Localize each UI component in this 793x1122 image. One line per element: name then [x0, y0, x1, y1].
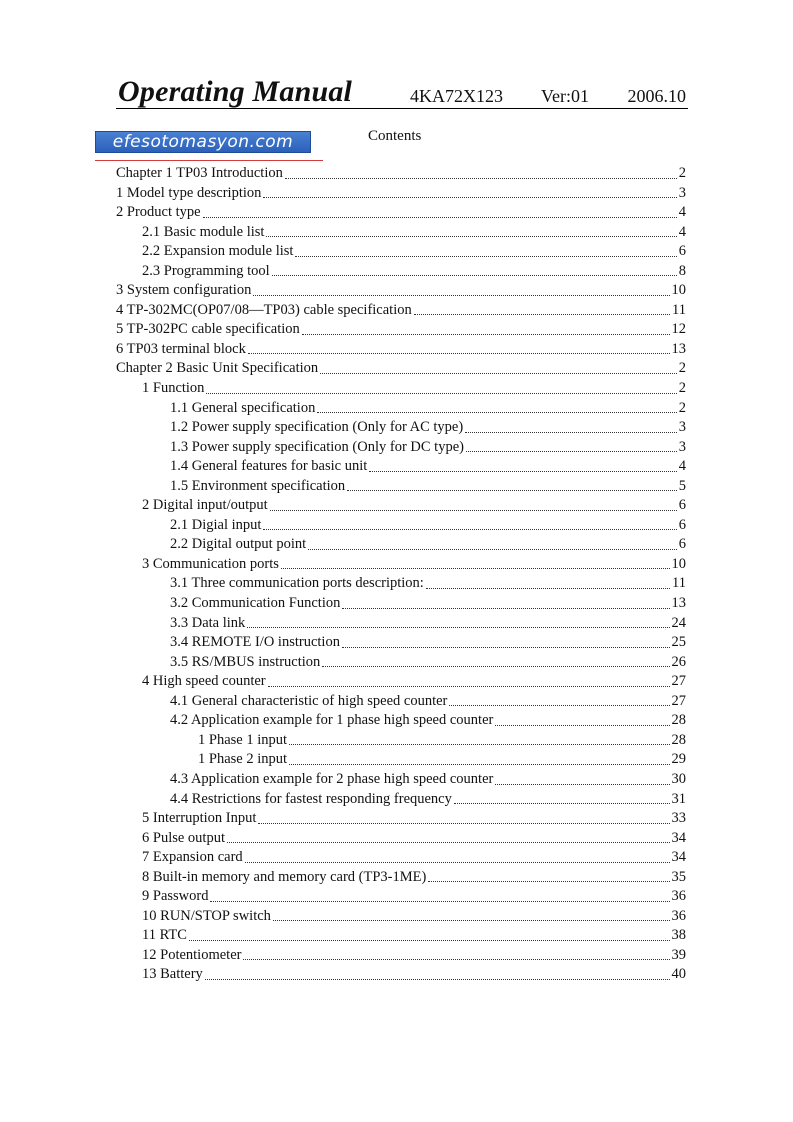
toc-entry-label: 9 Password [142, 888, 209, 905]
toc-dot-leader [247, 626, 669, 628]
toc-dot-leader [465, 431, 677, 433]
toc-entry[interactable] [116, 320, 686, 340]
toc-entry-page: 27 [671, 673, 686, 690]
toc-entry-label: 8 Built-in memory and memory card (TP3-1ME) [142, 868, 427, 885]
toc-entry[interactable] [116, 672, 686, 692]
toc-entry-page: 13 [671, 595, 686, 612]
toc-dot-leader [342, 607, 669, 609]
toc-entry-label: 1.5 Environment specification [170, 477, 346, 494]
toc-entry-page: 11 [672, 301, 686, 318]
toc-entry[interactable] [116, 965, 686, 985]
toc-entry-label: 1 Model type description [116, 184, 262, 201]
toc-entry-page: 6 [678, 536, 686, 553]
toc-entry-label: 1.3 Power supply specification (Only for DC type) [170, 438, 464, 455]
document-date: 2006.10 [627, 86, 686, 106]
toc-entry[interactable] [116, 907, 686, 927]
toc-entry-label: 1 Function [142, 380, 205, 397]
toc-entry-page: 31 [671, 790, 686, 807]
toc-entry-page: 10 [671, 282, 686, 299]
toc-dot-leader [263, 528, 676, 530]
toc-dot-leader [263, 196, 676, 198]
toc-dot-leader [426, 587, 670, 589]
toc-entry-page: 38 [671, 927, 686, 944]
toc-entry-page: 29 [671, 751, 686, 768]
toc-entry-page: 3 [678, 184, 686, 201]
toc-dot-leader [243, 958, 669, 960]
toc-dot-leader [258, 822, 669, 824]
toc-entry[interactable] [116, 516, 686, 536]
page-header [116, 76, 688, 109]
toc-entry-page: 33 [671, 810, 686, 827]
toc-entry-label: 3.5 RS/MBUS instruction [170, 653, 321, 670]
toc-entry-page: 28 [671, 712, 686, 729]
toc-entry-label: 13 Battery [142, 966, 203, 983]
toc-entry-page: 27 [671, 692, 686, 709]
toc-entry-label: 5 Interruption Input [142, 810, 257, 827]
toc-entry-label: 2.1 Basic module list [142, 223, 265, 240]
toc-entry[interactable] [116, 184, 686, 204]
toc-entry[interactable] [116, 614, 686, 634]
toc-entry[interactable] [116, 242, 686, 262]
toc-entry-label: 6 Pulse output [142, 829, 225, 846]
toc-entry[interactable] [116, 164, 686, 184]
toc-entry-label: 4.2 Application example for 1 phase high speed counter [170, 712, 494, 729]
toc-dot-leader [281, 567, 670, 569]
toc-entry-label: 4.4 Restrictions for fastest responding frequency [170, 790, 452, 807]
toc-dot-leader [253, 294, 669, 296]
toc-dot-leader [308, 548, 677, 550]
toc-dot-leader [270, 509, 677, 511]
toc-entry[interactable] [116, 731, 686, 751]
toc-entry-label: 2 Product type [116, 204, 201, 221]
toc-entry[interactable] [116, 379, 686, 399]
toc-entry-page: 30 [671, 770, 686, 787]
toc-entry[interactable] [116, 418, 686, 438]
toc-entry-page: 34 [671, 829, 686, 846]
toc-entry-label: 3.1 Three communication ports description: [170, 575, 424, 592]
toc-entry[interactable] [116, 574, 686, 594]
toc-dot-leader [203, 216, 677, 218]
toc-entry[interactable] [116, 770, 686, 790]
toc-entry[interactable] [116, 281, 686, 301]
toc-entry-page: 39 [671, 946, 686, 963]
toc-entry[interactable] [116, 203, 686, 223]
toc-dot-leader [227, 841, 670, 843]
toc-entry-page: 4 [678, 223, 686, 240]
toc-entry[interactable] [116, 535, 686, 555]
toc-dot-leader [289, 763, 669, 765]
toc-entry[interactable] [116, 301, 686, 321]
toc-entry-page: 36 [671, 888, 686, 905]
toc-entry-label: 3.2 Communication Function [170, 595, 341, 612]
toc-entry-label: 4 High speed counter [142, 673, 266, 690]
toc-dot-leader [317, 411, 676, 413]
toc-entry-page: 2 [678, 360, 686, 377]
toc-entry-label: 3 Communication ports [142, 555, 279, 572]
toc-entry-page: 35 [671, 868, 686, 885]
toc-entry-label: 1.2 Power supply specification (Only for AC type) [170, 419, 464, 436]
toc-dot-leader [347, 489, 677, 491]
toc-entry-label: 4.1 General characteristic of high speed counter [170, 692, 448, 709]
toc-entry[interactable] [116, 340, 686, 360]
toc-entry-label: 4 TP-302MC(OP07/08—TP03) cable specification [116, 301, 412, 318]
table-of-contents [116, 164, 686, 985]
toc-entry[interactable] [116, 262, 686, 282]
toc-entry-label: 4.3 Application example for 2 phase high speed counter [170, 770, 494, 787]
toc-entry-label: 3 System configuration [116, 282, 252, 299]
toc-entry-page: 34 [671, 849, 686, 866]
toc-entry[interactable] [116, 555, 686, 575]
toc-entry-page: 36 [671, 907, 686, 924]
toc-dot-leader [205, 978, 670, 980]
toc-entry[interactable] [116, 633, 686, 653]
toc-dot-leader [206, 392, 676, 394]
toc-entry-label: 7 Expansion card [142, 849, 243, 866]
toc-entry-label: Chapter 2 Basic Unit Specification [116, 360, 319, 377]
toc-entry-page: 25 [671, 634, 686, 651]
toc-dot-leader [428, 880, 669, 882]
toc-dot-leader [273, 919, 670, 921]
toc-entry-page: 8 [678, 262, 686, 279]
toc-entry-label: 3.3 Data link [170, 614, 246, 631]
toc-entry[interactable] [116, 653, 686, 673]
toc-dot-leader [369, 470, 676, 472]
toc-entry-page: 3 [678, 419, 686, 436]
toc-entry[interactable] [116, 887, 686, 907]
toc-dot-leader [210, 900, 669, 902]
toc-entry-page: 2 [678, 165, 686, 181]
toc-dot-leader [245, 861, 670, 863]
toc-entry[interactable] [116, 594, 686, 614]
toc-entry-page: 3 [678, 438, 686, 455]
toc-entry-page: 13 [671, 340, 686, 357]
toc-entry[interactable] [116, 223, 686, 243]
toc-dot-leader [454, 802, 670, 804]
document-version: Ver:01 [541, 86, 589, 106]
toc-entry[interactable] [116, 457, 686, 477]
toc-entry[interactable] [116, 868, 686, 888]
toc-entry-label: 2.2 Expansion module list [142, 243, 294, 260]
toc-dot-leader [268, 685, 670, 687]
toc-entry-page: 10 [671, 555, 686, 572]
toc-entry-page: 6 [678, 497, 686, 514]
toc-entry-label: 1 Phase 1 input [198, 731, 288, 748]
toc-entry-label: 5 TP-302PC cable specification [116, 321, 300, 338]
toc-dot-leader [322, 665, 669, 667]
toc-entry-label: 12 Potentiometer [142, 946, 242, 963]
toc-entry-label: 3.4 REMOTE I/O instruction [170, 634, 340, 651]
toc-entry[interactable] [116, 399, 686, 419]
toc-entry-page: 40 [671, 966, 686, 983]
document-code: 4KA72X123 [410, 86, 503, 106]
toc-dot-leader [266, 235, 676, 237]
toc-entry-page: 4 [678, 204, 686, 221]
toc-entry[interactable] [116, 926, 686, 946]
toc-dot-leader [189, 939, 670, 941]
toc-entry-label: 1.1 General specification [170, 399, 316, 416]
toc-entry-page: 2 [678, 399, 686, 416]
toc-entry-page: 24 [671, 614, 686, 631]
toc-dot-leader [302, 333, 670, 335]
toc-entry[interactable] [116, 946, 686, 966]
contents-heading: Contents [368, 128, 422, 144]
toc-dot-leader [414, 313, 670, 315]
toc-entry[interactable] [116, 750, 686, 770]
toc-entry-label: 2.1 Digial input [170, 516, 262, 533]
toc-entry-label: 11 RTC [142, 927, 187, 944]
toc-dot-leader [272, 274, 677, 276]
toc-entry[interactable] [116, 692, 686, 712]
toc-entry-label: 1 Phase 2 input [198, 751, 288, 768]
toc-dot-leader [320, 372, 677, 374]
toc-dot-leader [495, 783, 669, 785]
logo-underline [95, 160, 323, 161]
toc-entry-label: 2 Digital input/output [142, 497, 268, 514]
toc-entry[interactable] [116, 711, 686, 731]
toc-entry-page: 4 [678, 458, 686, 475]
toc-entry-page: 6 [678, 516, 686, 533]
toc-entry-label: 1.4 General features for basic unit [170, 458, 368, 475]
toc-entry-page: 11 [672, 575, 686, 592]
toc-entry-label: 10 RUN/STOP switch [142, 907, 271, 924]
toc-entry[interactable] [116, 496, 686, 516]
toc-entry[interactable] [116, 477, 686, 497]
toc-entry-label: 2.3 Programming tool [142, 262, 270, 279]
toc-entry-page: 12 [671, 321, 686, 338]
toc-entry[interactable] [116, 809, 686, 829]
toc-entry[interactable] [116, 848, 686, 868]
toc-entry-page: 2 [678, 380, 686, 397]
toc-entry[interactable] [116, 438, 686, 458]
toc-dot-leader [295, 255, 676, 257]
toc-entry-page: 5 [678, 477, 686, 494]
toc-entry-label: 6 TP03 terminal block [116, 340, 246, 357]
toc-entry-label: 2.2 Digital output point [170, 536, 307, 553]
toc-dot-leader [285, 177, 677, 179]
toc-entry[interactable] [116, 359, 686, 379]
toc-entry[interactable] [116, 829, 686, 849]
document-title: Operating Manual [118, 75, 353, 108]
toc-dot-leader [289, 743, 669, 745]
toc-entry-page: 26 [671, 653, 686, 670]
toc-dot-leader [466, 450, 677, 452]
toc-dot-leader [248, 352, 670, 354]
toc-dot-leader [342, 646, 670, 648]
toc-dot-leader [495, 724, 669, 726]
toc-entry-page: 6 [678, 243, 686, 260]
watermark-logo: efesotomasyon.com [95, 131, 311, 153]
toc-dot-leader [449, 704, 669, 706]
toc-entry-label: Chapter 1 TP03 Introduction [116, 165, 283, 181]
toc-entry-page: 28 [671, 731, 686, 748]
toc-entry[interactable] [116, 790, 686, 810]
